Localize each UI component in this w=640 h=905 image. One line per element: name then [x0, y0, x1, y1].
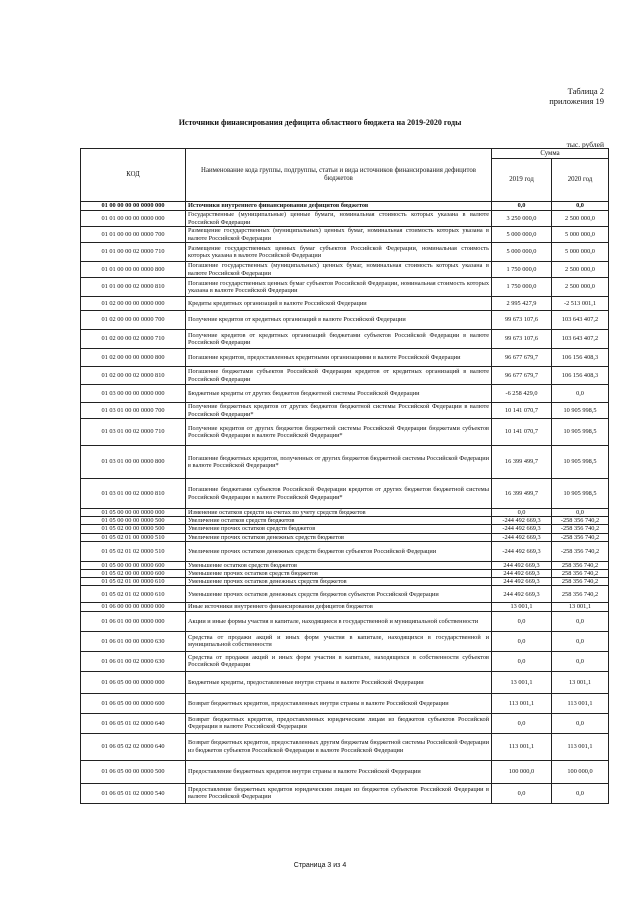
row-name: Получение кредитов от кредитных организаций бюджетами субъектов Российской Федерации в валюте Российской Федерации: [186, 330, 492, 349]
row-value-2019: 100 000,0: [492, 760, 552, 783]
row-value-2020: -258 356 740,2: [552, 525, 609, 533]
row-value-2020: 5 000 000,0: [552, 243, 609, 262]
table-row: [81, 541, 609, 561]
row-value-2020: -258 356 740,2: [552, 517, 609, 525]
table-row: [81, 385, 609, 403]
row-value-2020: 10 905 998,5: [552, 479, 609, 509]
row-value-2020: 113 001,1: [552, 693, 609, 713]
table-row: [81, 262, 609, 278]
row-name: Погашение государственных ценных бумаг субъектов Российской Федерации, номинальная стоимость которых указана в валюте Российской Федерации: [186, 278, 492, 297]
header-sum: Сумма: [492, 149, 609, 159]
row-name: Получение кредитов от кредитных организаций в валюте Российской Федерации: [186, 311, 492, 330]
row-code: 01 03 01 00 02 0000 710: [81, 419, 186, 446]
unit-label: тыс. рублей: [566, 140, 604, 149]
row-name: Погашение бюджетами субъектов Российской Федерации кредитов от кредитных организаций в валюте Российской Федерации: [186, 367, 492, 385]
table-row: [81, 713, 609, 733]
row-code: 01 03 01 00 02 0000 810: [81, 479, 186, 509]
row-code: 01 00 00 00 00 0000 000: [81, 202, 186, 211]
table-row: [81, 586, 609, 603]
row-code: 01 06 05 01 02 0000 640: [81, 713, 186, 733]
row-code: 01 05 02 01 00 0000 510: [81, 533, 186, 541]
row-value-2020: 10 905 998,5: [552, 419, 609, 446]
table-row: [81, 611, 609, 631]
row-value-2019: -6 258 429,0: [492, 385, 552, 403]
row-code: 01 05 00 00 00 0000 000: [81, 509, 186, 517]
page-title: Источники финансирования дефицита областного бюджета на 2019-2020 годы: [178, 118, 462, 127]
row-value-2020: 0,0: [552, 713, 609, 733]
header-year-2020: 2020 год: [552, 159, 609, 202]
row-name: Предоставление бюджетных кредитов внутри страны в валюте Российской Федерации: [186, 760, 492, 783]
row-code: 01 05 00 00 00 0000 500: [81, 517, 186, 525]
row-value-2020: 0,0: [552, 783, 609, 803]
row-name: Изменение остатков средств на счетах по учету средств бюджетов: [186, 509, 492, 517]
row-value-2019: -244 492 669,3: [492, 541, 552, 561]
row-value-2020: 0,0: [552, 631, 609, 651]
row-name: Погашение бюджетных кредитов, полученных от других бюджетов бюджетной системы Российской Федерации в валюте Российской Федерации*: [186, 446, 492, 479]
table-row: [81, 349, 609, 367]
row-name: Иные источники внутреннего финансирования дефицитов бюджетов: [186, 603, 492, 611]
row-value-2019: 244 492 669,3: [492, 586, 552, 603]
annex-line-table: Таблица 2: [567, 86, 604, 96]
row-code: 01 02 00 00 00 0000 000: [81, 297, 186, 311]
table-row: [81, 403, 609, 419]
row-value-2019: 0,0: [492, 783, 552, 803]
row-value-2020: 2 500 000,0: [552, 278, 609, 297]
row-name: Бюджетные кредиты, предоставленные внутри страны в валюте Российской Федерации: [186, 671, 492, 693]
row-code: 01 06 05 02 02 0000 640: [81, 733, 186, 760]
row-value-2020: 258 356 740,2: [552, 561, 609, 569]
row-value-2019: 1 750 000,0: [492, 262, 552, 278]
row-value-2019: 113 001,1: [492, 733, 552, 760]
table-row: [81, 671, 609, 693]
row-code: 01 01 00 00 00 0000 000: [81, 211, 186, 227]
row-code: 01 06 01 00 00 0000 630: [81, 631, 186, 651]
row-value-2019: 5 000 000,0: [492, 227, 552, 243]
table-row: [81, 278, 609, 297]
row-name: Увеличение прочих остатков денежных средств бюджетов субъектов Российской Федерации: [186, 541, 492, 561]
row-value-2020: 0,0: [552, 385, 609, 403]
table-row: [81, 517, 609, 525]
table-row: [81, 227, 609, 243]
table-row: [81, 243, 609, 262]
row-value-2019: 0,0: [492, 651, 552, 671]
row-code: 01 02 00 00 02 0000 810: [81, 367, 186, 385]
table-row: [81, 631, 609, 651]
row-value-2020: 106 156 408,3: [552, 349, 609, 367]
table-row: [81, 330, 609, 349]
row-value-2019: 13 001,1: [492, 671, 552, 693]
row-value-2020: 103 643 407,2: [552, 311, 609, 330]
row-value-2019: 2 995 427,9: [492, 297, 552, 311]
row-code: 01 06 05 01 02 0000 540: [81, 783, 186, 803]
table-row: [81, 211, 609, 227]
row-code: 01 01 00 00 00 0000 700: [81, 227, 186, 243]
table-row: [81, 202, 609, 211]
row-code: 01 01 00 00 02 0000 810: [81, 278, 186, 297]
row-value-2019: 96 677 679,7: [492, 349, 552, 367]
row-value-2019: 244 492 669,3: [492, 578, 552, 586]
row-value-2020: 10 905 998,5: [552, 446, 609, 479]
row-code: 01 03 01 00 00 0000 700: [81, 403, 186, 419]
row-value-2020: 10 905 998,5: [552, 403, 609, 419]
row-value-2019: 113 001,1: [492, 693, 552, 713]
table-row: [81, 297, 609, 311]
table-row: [81, 446, 609, 479]
annex-label: [549, 86, 604, 106]
row-name: Возврат бюджетных кредитов, предоставленных юридическим лицам из бюджетов субъектов Российской Федерации в валюте Российской Федерации: [186, 713, 492, 733]
row-name: Уменьшение прочих остатков денежных средств бюджетов: [186, 578, 492, 586]
table-row: [81, 733, 609, 760]
row-code: 01 06 05 00 00 0000 000: [81, 671, 186, 693]
row-value-2019: 0,0: [492, 202, 552, 211]
header-name: Наименование кода группы, подгруппы, статьи и вида источников финансирования дефицитов бюджетов: [186, 149, 492, 202]
row-value-2019: 99 673 107,6: [492, 311, 552, 330]
row-name: Возврат бюджетных кредитов, предоставленных внутри страны в валюте Российской Федерации: [186, 693, 492, 713]
row-code: 01 05 02 01 00 0000 610: [81, 578, 186, 586]
row-value-2019: 0,0: [492, 611, 552, 631]
table-row: [81, 533, 609, 541]
row-value-2019: 0,0: [492, 631, 552, 651]
row-value-2020: 113 001,1: [552, 733, 609, 760]
row-code: 01 05 02 01 02 0000 510: [81, 541, 186, 561]
row-value-2020: 0,0: [552, 509, 609, 517]
header-code: КОД: [81, 149, 186, 202]
row-code: 01 01 00 00 02 0000 710: [81, 243, 186, 262]
row-name: Кредиты кредитных организаций в валюте Российской Федерации: [186, 297, 492, 311]
row-value-2020: -258 356 740,2: [552, 541, 609, 561]
row-name: Получение кредитов от других бюджетов бюджетной системы Российской Федерации бюджетами субъектов Российской Федерации в валюте Российской Федерации*: [186, 419, 492, 446]
row-value-2020: 0,0: [552, 651, 609, 671]
row-name: Средства от продажи акций и иных форм участия в капитале, находящихся в государственной и муниципальной собственности: [186, 631, 492, 651]
row-code: 01 02 00 00 02 0000 710: [81, 330, 186, 349]
row-value-2020: 258 356 740,2: [552, 586, 609, 603]
table-row: [81, 479, 609, 509]
financing-sources-table: [80, 148, 609, 804]
table-row: [81, 525, 609, 533]
row-value-2019: 16 399 499,7: [492, 446, 552, 479]
row-code: 01 06 00 00 00 0000 000: [81, 603, 186, 611]
row-value-2019: 1 750 000,0: [492, 278, 552, 297]
row-value-2020: 103 643 407,2: [552, 330, 609, 349]
row-value-2020: 258 356 740,2: [552, 578, 609, 586]
row-value-2019: 244 492 669,3: [492, 561, 552, 569]
row-name: Погашение государственных (муниципальных) ценных бумаг, номинальная стоимость которых указана в валюте Российской Федерации: [186, 262, 492, 278]
row-name: Увеличение прочих остатков средств бюджетов: [186, 525, 492, 533]
row-value-2019: 10 141 070,7: [492, 403, 552, 419]
row-name: Источники внутреннего финансирования дефицитов бюджетов: [186, 202, 492, 211]
row-value-2020: 5 000 000,0: [552, 227, 609, 243]
row-value-2019: 16 399 499,7: [492, 479, 552, 509]
row-code: 01 03 00 00 00 0000 000: [81, 385, 186, 403]
row-value-2019: -244 492 669,3: [492, 533, 552, 541]
table-row: [81, 367, 609, 385]
row-name: Размещение государственных ценных бумаг субъектов Российской Федерации, номинальная стоимость которых указана в валюте Российской Федерации: [186, 243, 492, 262]
row-code: 01 02 00 00 00 0000 800: [81, 349, 186, 367]
row-value-2019: 13 001,1: [492, 603, 552, 611]
row-value-2019: 10 141 070,7: [492, 419, 552, 446]
row-name: Увеличение прочих остатков денежных средств бюджетов: [186, 533, 492, 541]
row-code: 01 06 05 00 00 0000 500: [81, 760, 186, 783]
table-row: [81, 561, 609, 569]
table-row: [81, 570, 609, 578]
row-code: 01 06 01 00 02 0000 630: [81, 651, 186, 671]
row-value-2020: -258 356 740,2: [552, 533, 609, 541]
row-value-2020: 100 000,0: [552, 760, 609, 783]
row-value-2019: -244 492 669,3: [492, 517, 552, 525]
row-value-2020: 0,0: [552, 611, 609, 631]
row-value-2020: 2 500 000,0: [552, 211, 609, 227]
table-row: [81, 603, 609, 611]
annex-line-appendix: приложения 19: [549, 96, 604, 106]
row-code: 01 05 02 00 00 0000 600: [81, 570, 186, 578]
row-name: Возврат бюджетных кредитов, предоставленных другим бюджетам бюджетной системы Российской Федерации из бюджетов субъектов Российской Федерации в валюте Российской Федерации: [186, 733, 492, 760]
row-value-2019: 244 492 669,3: [492, 570, 552, 578]
row-code: 01 01 00 00 00 0000 800: [81, 262, 186, 278]
row-code: 01 05 02 01 02 0000 610: [81, 586, 186, 603]
row-value-2020: 106 156 408,3: [552, 367, 609, 385]
table-row: [81, 509, 609, 517]
row-name: Получение бюджетных кредитов от других бюджетов бюджетной системы Российской Федерации в валюте Российской Федерации*: [186, 403, 492, 419]
row-value-2019: 3 250 000,0: [492, 211, 552, 227]
row-value-2019: -244 492 669,3: [492, 525, 552, 533]
row-value-2019: 0,0: [492, 713, 552, 733]
row-code: 01 05 00 00 00 0000 600: [81, 561, 186, 569]
row-value-2020: 258 356 740,2: [552, 570, 609, 578]
row-value-2019: 5 000 000,0: [492, 243, 552, 262]
row-code: 01 06 01 00 00 0000 000: [81, 611, 186, 631]
row-name: Уменьшение прочих остатков денежных средств бюджетов субъектов Российской Федерации: [186, 586, 492, 603]
table-row: [81, 783, 609, 803]
header-year-2019: 2019 год: [492, 159, 552, 202]
row-name: Уменьшение прочих остатков средств бюджетов: [186, 570, 492, 578]
row-code: 01 02 00 00 00 0000 700: [81, 311, 186, 330]
page-footer: Страница 3 из 4: [293, 862, 347, 869]
row-value-2020: -2 513 001,1: [552, 297, 609, 311]
table-row: [81, 651, 609, 671]
table-body: [81, 202, 609, 804]
row-code: 01 03 01 00 00 0000 800: [81, 446, 186, 479]
table-row: [81, 419, 609, 446]
row-name: Размещение государственных (муниципальных) ценных бумаг, номинальная стоимость которых указана в валюте Российской Федерации: [186, 227, 492, 243]
row-name: Увеличение остатков средств бюджетов: [186, 517, 492, 525]
row-value-2020: 2 500 000,0: [552, 262, 609, 278]
row-value-2020: 13 001,1: [552, 671, 609, 693]
table-row: [81, 693, 609, 713]
row-code: 01 05 02 00 00 0000 500: [81, 525, 186, 533]
row-name: Погашение бюджетами субъектов Российской Федерации кредитов от других бюджетов бюджетной системы Российской Федерации в валюте Российской Федерации*: [186, 479, 492, 509]
row-value-2020: 0,0: [552, 202, 609, 211]
row-code: 01 06 05 00 00 0000 600: [81, 693, 186, 713]
row-name: Уменьшение остатков средств бюджетов: [186, 561, 492, 569]
row-name: Погашение кредитов, предоставленных кредитными организациями в валюте Российской Федерации: [186, 349, 492, 367]
table-row: [81, 578, 609, 586]
row-value-2019: 96 677 679,7: [492, 367, 552, 385]
row-value-2019: 0,0: [492, 509, 552, 517]
row-name: Бюджетные кредиты от других бюджетов бюджетной системы Российской Федерации: [186, 385, 492, 403]
row-name: Средства от продажи акций и иных форм участия в капитале, находящихся в собственности субъектов Российской Федерации: [186, 651, 492, 671]
row-value-2019: 99 673 107,6: [492, 330, 552, 349]
row-name: Государственные (муниципальные) ценные бумаги, номинальная стоимость которых указана в валюте Российской Федерации: [186, 211, 492, 227]
table-row: [81, 760, 609, 783]
table-row: [81, 311, 609, 330]
row-name: Акции и иные формы участия в капитале, находящиеся в государственной и муниципальной собственности: [186, 611, 492, 631]
row-name: Предоставление бюджетных кредитов юридическим лицам из бюджетов субъектов Российской Федерации в валюте Российской Федерации: [186, 783, 492, 803]
row-value-2020: 13 001,1: [552, 603, 609, 611]
